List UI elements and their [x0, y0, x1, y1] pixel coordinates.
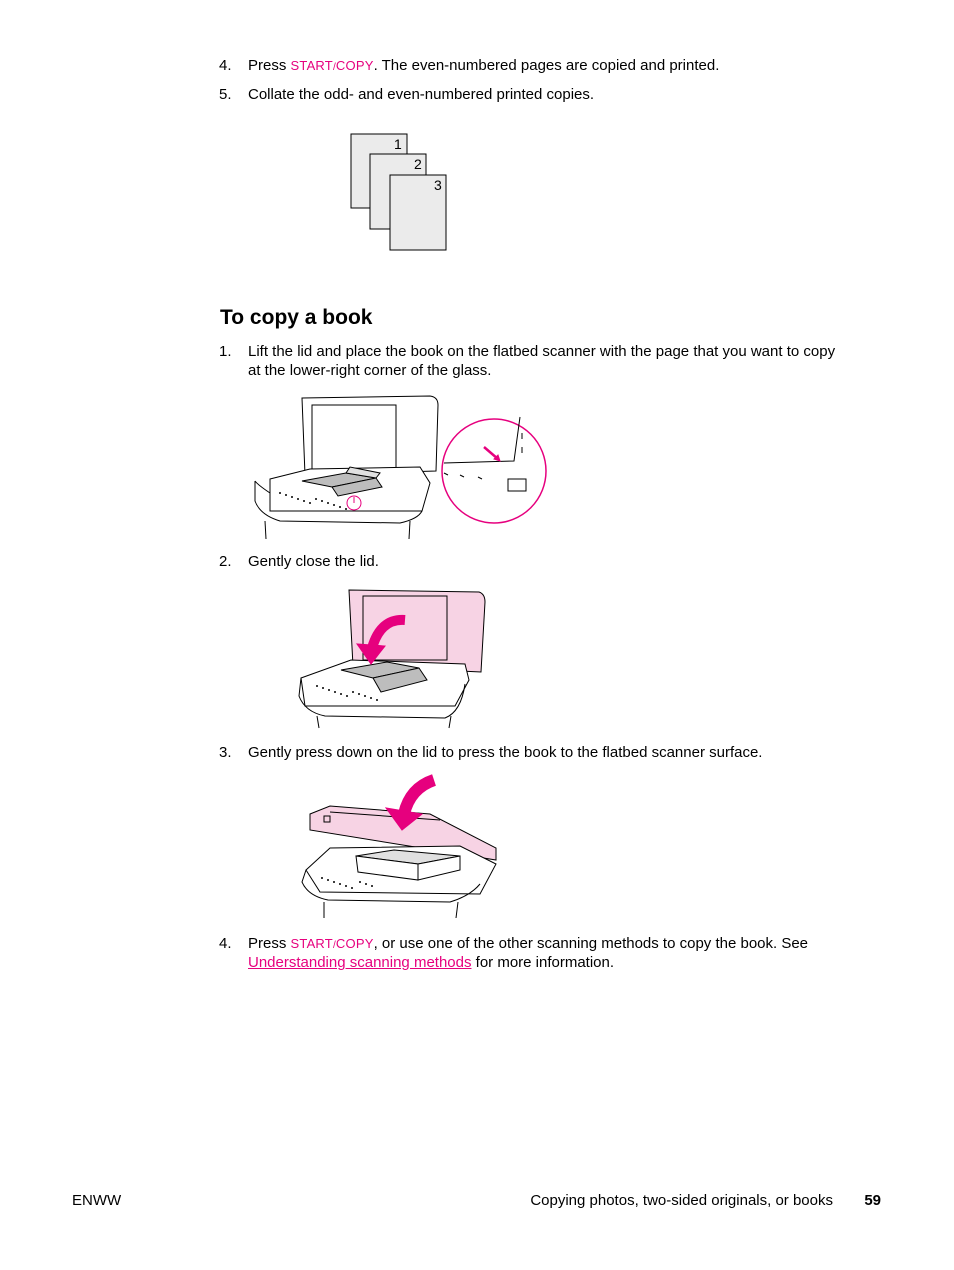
step-text-line1: Lift the lid and place the book on the flatbed scanner with the page that you want to copy	[248, 343, 836, 360]
step-text-line2: at the lower-right corner of the glass.	[248, 362, 492, 379]
step-number: 1.	[219, 343, 232, 360]
scanner-close-lid-figure	[295, 588, 495, 730]
page-label: 3	[434, 177, 442, 193]
understanding-scanning-methods-link[interactable]: Understanding scanning methods	[248, 954, 472, 971]
section-title: To copy a book	[220, 306, 373, 329]
step-text: Press START/COPY, or use one of the other scanning methods to copy the book. See	[248, 935, 809, 952]
page-label: 2	[414, 156, 422, 172]
page-label: 1	[394, 136, 402, 152]
scanner-press-lid-figure	[300, 774, 500, 920]
step-text: Gently press down on the lid to press the book to the flatbed scanner surface.	[248, 744, 763, 761]
copy-button-label: COPY	[335, 58, 374, 73]
start-button-label: START	[290, 58, 333, 73]
scanner-open-figure	[250, 393, 550, 541]
step-number: 4.	[219, 57, 232, 74]
copy-button-label: COPY	[335, 936, 374, 951]
step-text: Collate the odd- and even-numbered printed copies.	[248, 86, 595, 103]
footer-left: ENWW	[72, 1192, 122, 1209]
stacked-pages-figure	[350, 133, 450, 253]
step-number: 4.	[219, 935, 232, 952]
step-number: 5.	[219, 86, 232, 103]
step-text: Gently close the lid.	[248, 553, 379, 570]
step-text: Press START/COPY. The even-numbered pages are copied and printed.	[248, 57, 720, 74]
step-number: 3.	[219, 744, 232, 761]
step-number: 2.	[219, 553, 232, 570]
start-button-label: START	[290, 936, 333, 951]
step-text-line2: Understanding scanning methods for more information.	[248, 954, 615, 971]
page-number: 59	[864, 1192, 881, 1209]
footer-section: Copying photos, two-sided originals, or books	[530, 1192, 833, 1209]
